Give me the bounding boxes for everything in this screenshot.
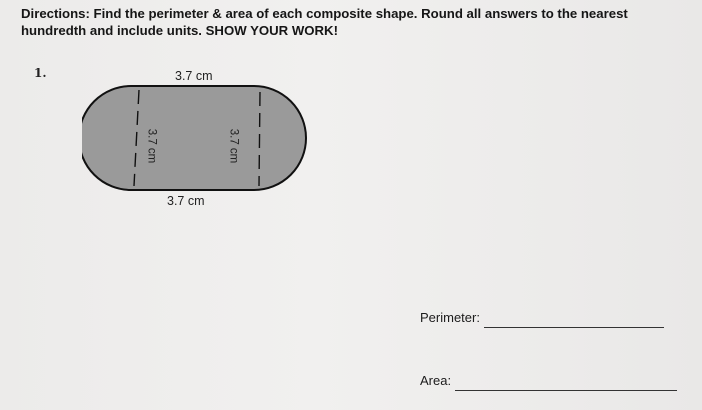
area-answer-row <box>420 373 677 388</box>
composite-shape-figure <box>82 62 312 220</box>
perimeter-answer-row <box>420 310 664 325</box>
perimeter-label: Perimeter: <box>420 310 480 325</box>
top-length-label: 3.7 cm <box>175 69 213 83</box>
left-diameter-label: 3.7 cm <box>145 128 158 164</box>
stadium-shape <box>82 86 306 190</box>
area-answer-blank[interactable] <box>455 390 677 391</box>
problem-number: 1. <box>34 66 47 80</box>
directions-text <box>21 5 689 39</box>
perimeter-answer-blank[interactable] <box>484 327 664 328</box>
area-label: Area: <box>420 373 452 388</box>
bottom-length-label: 3.7 cm <box>167 194 205 208</box>
directions-body: Find the perimeter & area of each composite shape. Round all answers to the nearest hundredth and include units. SHOW YOUR WORK! <box>21 6 628 38</box>
right-diameter-label: 3.7 cm <box>227 128 240 164</box>
directions-label: Directions: <box>21 6 90 21</box>
